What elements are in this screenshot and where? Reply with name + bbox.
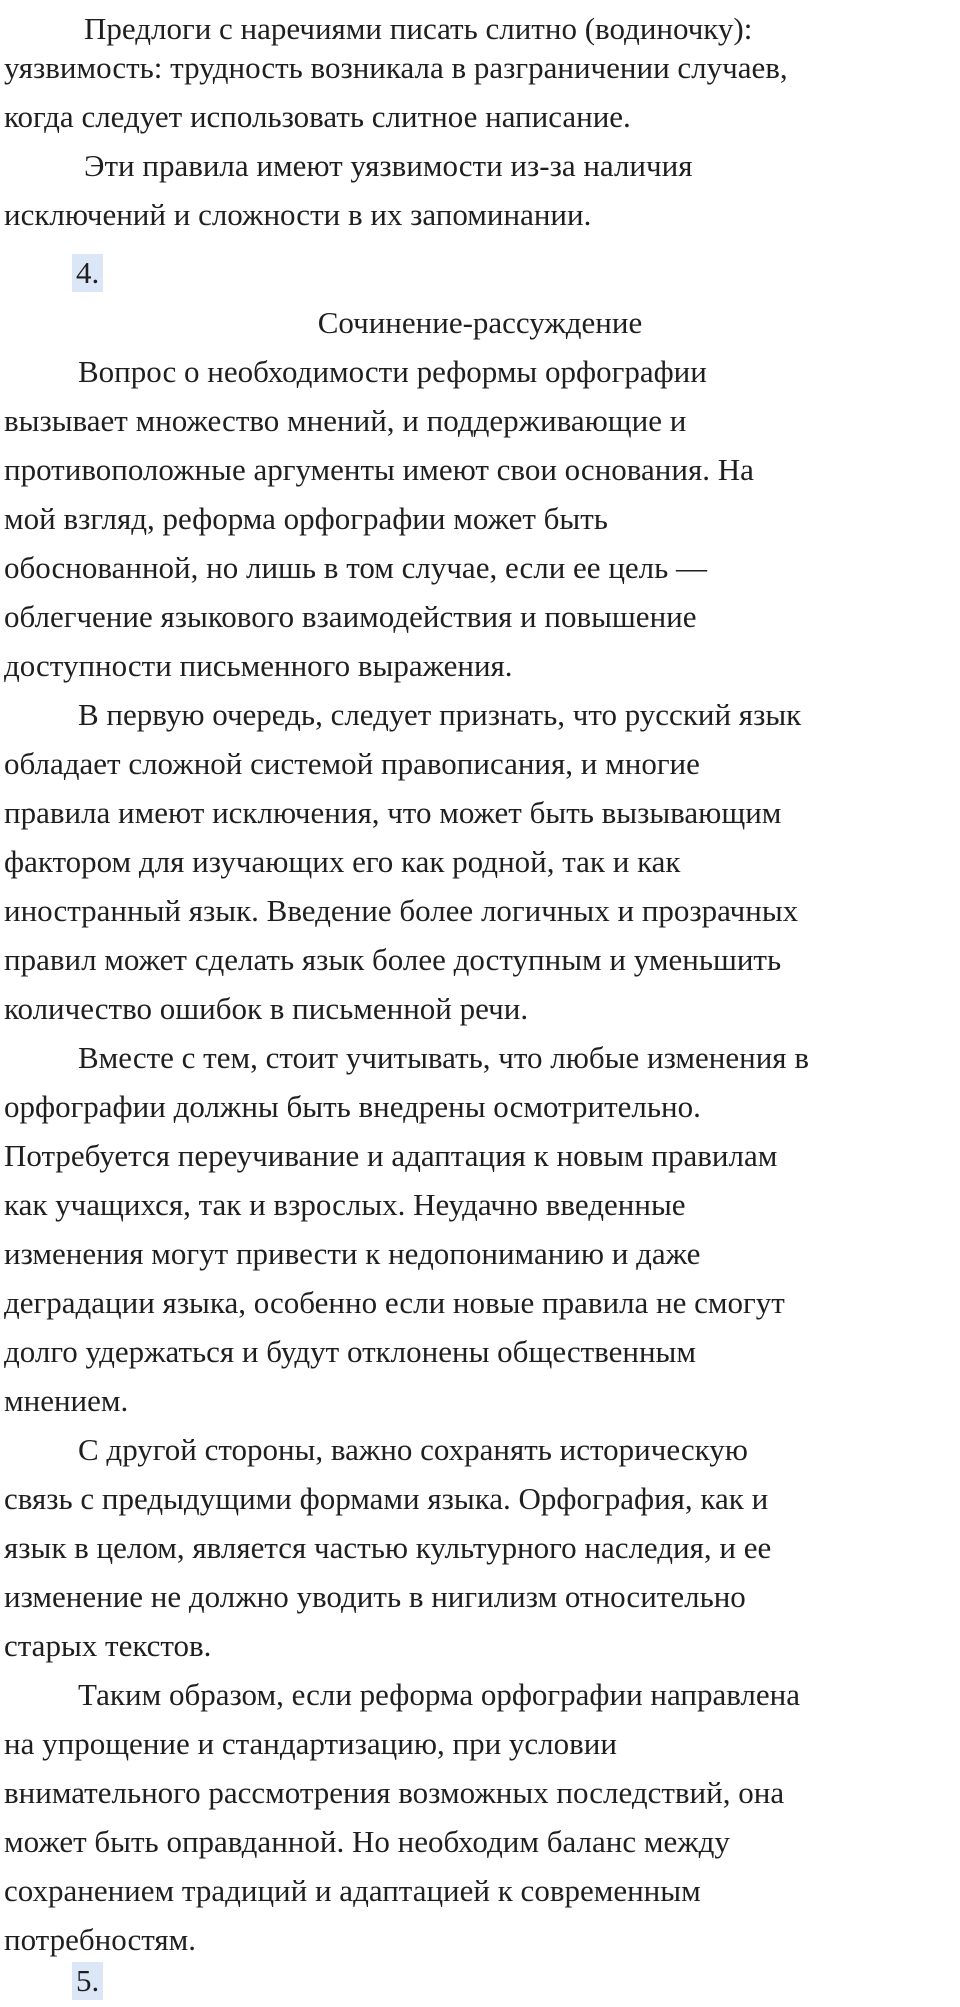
paragraph-2-line: обладает сложной системой правописания, и многие: [4, 746, 700, 781]
paragraph-2-line: правила имеют исключения, что может быть вызывающим: [4, 795, 782, 830]
paragraph-1-line: мой взгляд, реформа орфографии может быть: [4, 501, 608, 536]
paragraph-2-line: количество ошибок в письменной речи.: [4, 991, 529, 1026]
intro-line: исключений и сложности в их запоминании.: [4, 197, 592, 232]
paragraph-4-line: изменение не должно уводить в нигилизм относительно: [4, 1579, 746, 1614]
paragraph-1-line: обоснованной, но лишь в том случае, если ее цель —: [4, 550, 708, 585]
paragraph-3-line: орфографии должны быть внедрены осмотрительно.: [4, 1089, 701, 1124]
intro-line: когда следует использовать слитное написание.: [4, 99, 631, 134]
paragraph-4-line: язык в целом, является частью культурного наследия, и ее: [4, 1530, 772, 1565]
paragraph-3-line: мнением.: [4, 1383, 129, 1418]
paragraph-3-line: изменения могут привести к недопониманию и даже: [4, 1236, 701, 1271]
paragraph-3-line: Вместе с тем, стоит учитывать, что любые изменения в: [78, 1040, 809, 1075]
intro-line: уязвимость: трудность возникала в разграничении случаев,: [4, 50, 788, 85]
intro-line: Предлоги с наречиями писать слитно (водиночку):: [84, 11, 753, 46]
paragraph-5-line: потребностям.: [4, 1922, 197, 1957]
paragraph-1-line: противоположные аргументы имеют свои основания. На: [4, 452, 754, 487]
paragraph-3-line: Потребуется переучивание и адаптация к новым правилам: [4, 1138, 778, 1173]
section-marker-5: 5.: [72, 1962, 103, 2000]
paragraph-5-line: Таким образом, если реформа орфографии направлена: [78, 1677, 801, 1712]
section-marker-4: 4.: [72, 254, 103, 292]
paragraph-3-line: долго удержаться и будут отклонены общественным: [4, 1334, 696, 1369]
paragraph-2-line: правил может сделать язык более доступным и уменьшить: [4, 942, 782, 977]
paragraph-5-line: внимательного рассмотрения возможных последствий, она: [4, 1775, 785, 1810]
paragraph-4-line: связь с предыдущими формами языка. Орфография, как и: [4, 1481, 769, 1516]
paragraph-2-line: В первую очередь, следует признать, что русский язык: [78, 697, 802, 732]
paragraph-3-line: как учащихся, так и взрослых. Неудачно введенные: [4, 1187, 686, 1222]
paragraph-4-line: С другой стороны, важно сохранять историческую: [78, 1432, 748, 1467]
paragraph-4-line: старых текстов.: [4, 1628, 212, 1663]
paragraph-1-line: вызывает множество мнений, и поддерживающие и: [4, 403, 687, 438]
paragraph-3-line: деградации языка, особенно если новые правила не смогут: [4, 1285, 785, 1320]
paragraph-1-line: Вопрос о необходимости реформы орфографии: [78, 354, 707, 389]
intro-line: Эти правила имеют уязвимости из-за наличия: [84, 148, 693, 183]
paragraph-1-line: доступности письменного выражения.: [4, 648, 513, 683]
paragraph-2-line: фактором для изучающих его как родной, так и как: [4, 844, 681, 879]
essay-title: Сочинение-рассуждение: [317, 305, 643, 340]
paragraph-2-line: иностранный язык. Введение более логичных и прозрачных: [4, 893, 799, 928]
paragraph-1-line: облегчение языкового взаимодействия и повышение: [4, 599, 697, 634]
paragraph-5-line: может быть оправданной. Но необходим баланс между: [4, 1824, 730, 1859]
paragraph-5-line: на упрощение и стандартизацию, при условии: [4, 1726, 617, 1761]
paragraph-5-line: сохранением традиций и адаптацией к современным: [4, 1873, 701, 1908]
